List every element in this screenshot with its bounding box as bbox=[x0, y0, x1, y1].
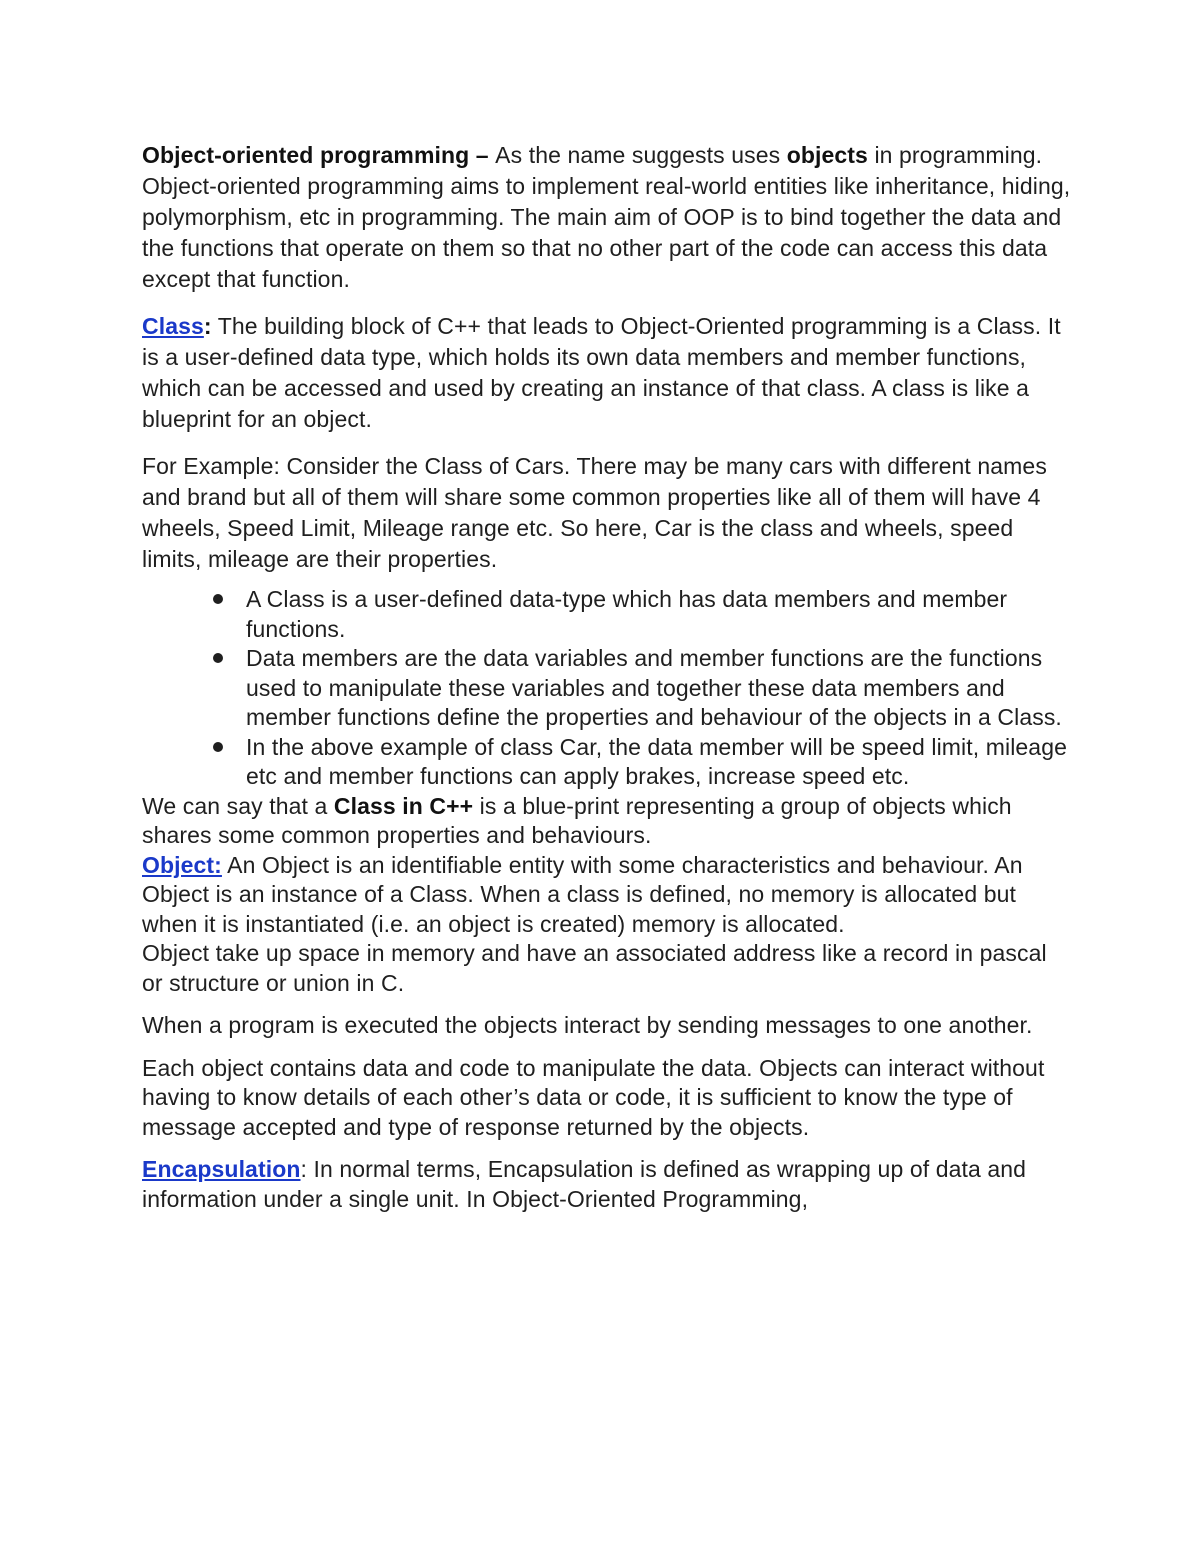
class-definition-text: The building block of C++ that leads to Object-Oriented programming is a Class. It is a user-defined data type, which holds its own data members and member functions, which can be accessed and used by creating an instance of that class. A class is like a blueprint for an object. bbox=[142, 313, 1061, 432]
list-item bbox=[246, 733, 1072, 792]
oop-intro-text-1: As the name suggests uses bbox=[495, 142, 787, 168]
class-link[interactable]: Class bbox=[142, 313, 204, 339]
bullet-icon bbox=[213, 653, 223, 663]
encapsulation-paragraph bbox=[142, 1155, 1072, 1214]
class-colon: : bbox=[203, 313, 212, 339]
objects-word: objects bbox=[786, 142, 868, 168]
oop-dash: – bbox=[469, 142, 496, 168]
encapsulation-text: : In normal terms, Encapsulation is defined as wrapping up of data and information under a single unit. In Object-Oriented Programming, bbox=[142, 1156, 1027, 1212]
summary-text-2: is a blue-print representing a group of objects which shares some common properties and behaviours. bbox=[142, 792, 1012, 848]
object-definition-text: An Object is an identifiable entity with some characteristics and behaviour. An Object is an instance of a Class. When a class is defined, no memory is allocated but when it is instantiated (i.e. an object is created) memory is allocated. bbox=[142, 851, 1023, 937]
object-link[interactable]: Object: bbox=[142, 851, 222, 878]
list-item bbox=[246, 585, 1072, 644]
list-item-text: In the above example of class Car, the data member will be speed limit, mileage etc and member functions can apply brakes, increase speed etc. bbox=[246, 733, 1067, 789]
list-item-text: A Class is a user-defined data-type which has data members and member functions. bbox=[246, 586, 1008, 642]
encapsulation-link[interactable]: Encapsulation bbox=[142, 1156, 301, 1182]
class-summary-paragraph bbox=[142, 792, 1072, 851]
memory-paragraph: Object take up space in memory and have an associated address like a record in pascal or structure or union in C. bbox=[142, 940, 1047, 996]
class-in-cpp-term: Class in C++ bbox=[333, 792, 474, 819]
class-paragraph bbox=[142, 311, 1072, 435]
list-item-text: Data members are the data variables and member functions are the functions used to manipulate these variables and together these data members and member functions define the properties and behaviour of the objects in a Class. bbox=[246, 645, 1062, 730]
oop-intro-text-2: in programming. Object-oriented programming aims to implement real-world entities like inheritance, hiding, polymorphism, etc in programming. The main aim of OOP is to bind together the data and the functions that operate on them so that no other part of the code can access this data except that function. bbox=[142, 142, 1071, 292]
messages-paragraph: When a program is executed the objects interact by sending messages to one another. bbox=[142, 1012, 1033, 1038]
each-object-paragraph: Each object contains data and code to manipulate the data. Objects can interact without having to know details of each other’s data or code, it is sufficient to know the type of message accepted and type of response returned by the objects. bbox=[142, 1054, 1045, 1140]
oop-intro-paragraph bbox=[142, 140, 1072, 295]
bullet-icon bbox=[213, 594, 223, 604]
class-bullet-list bbox=[142, 585, 1072, 792]
example-paragraph: For Example: Consider the Class of Cars. There may be many cars with different names and brand but all of them will share some common properties like all of them will have 4 wheels, Speed Limit, Mileage range etc. So here, Car is the class and wheels, speed limits, mileage are their properties. bbox=[142, 453, 1047, 572]
document-page bbox=[142, 140, 1072, 1214]
list-item bbox=[246, 644, 1072, 733]
oop-term: Object-oriented programming bbox=[142, 142, 470, 168]
summary-text-1: We can say that a bbox=[142, 792, 334, 819]
bullet-icon bbox=[213, 742, 223, 752]
object-paragraph bbox=[142, 851, 1072, 940]
